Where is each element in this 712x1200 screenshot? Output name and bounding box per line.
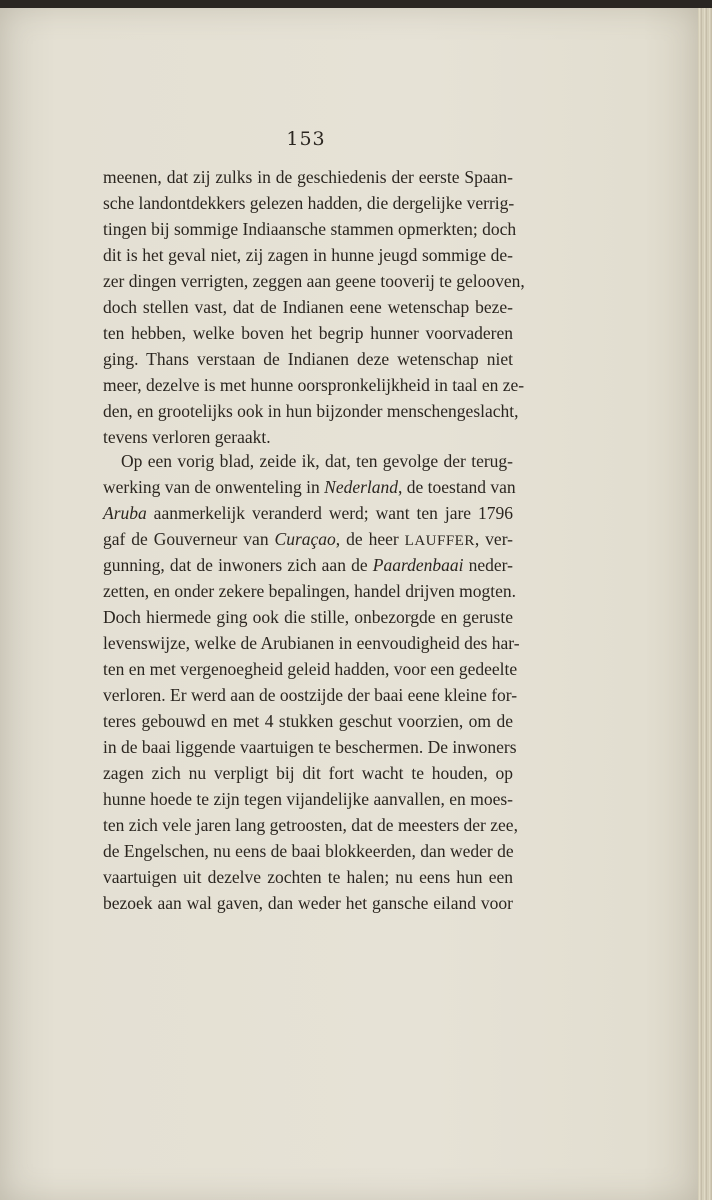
text-line: ging. Thans verstaan de Indianen deze wetenschap niet [103,349,513,369]
text-line: ten zich vele jaren lang getroosten, dat de meesters der zee, [103,815,518,835]
text-line: de Engelschen, nu eens de baai blokkeerden, dan weder de [103,841,514,861]
text-run: gunning, dat de inwoners zich aan de [103,555,373,575]
text-line [103,474,516,500]
paragraph-2 [103,448,520,916]
place-name-nederland: Nederland [324,477,399,497]
paragraph-1 [103,164,525,450]
text-line: bezoek aan wal gaven, dan weder het gansche eiland voor [103,893,513,913]
person-name-lauffer: LAUFFER [404,533,475,549]
text-line: levenswijze, welke de Arubianen in eenvoudigheid des har- [103,633,520,653]
text-run: , de toestand van [398,477,516,497]
text-line: ten en met vergenoegheid geleid hadden, voor een gedeelte [103,659,518,679]
text-line: sche landontdekkers gelezen hadden, die dergelijke verrig- [103,193,515,213]
text-run: , ver- [474,529,513,549]
text-line: tevens verloren geraakt. [103,427,271,447]
text-line: ten hebben, welke boven het begrip hunner voorvaderen [103,323,513,343]
book-page [0,8,700,1200]
place-name-aruba: Aruba [103,503,147,523]
text-run: , de heer [335,529,405,549]
text-line: doch stellen vast, dat de Indianen eene wetenschap beze- [103,297,513,317]
text-line: verloren. Er werd aan de oostzijde der baai eene kleine for- [103,685,518,705]
page-edge [698,8,712,1200]
page-number: 153 [286,128,326,150]
text-line: zer dingen verrigten, zeggen aan geene tooverij te gelooven, [103,271,525,291]
place-name-paardenbaai: Paardenbaai [372,555,464,575]
text-line: teres gebouwd en met 4 stukken geschut voorzien, om de [103,711,513,731]
text-run: gaf de Gouverneur van [103,529,275,549]
text-line: vaartuigen uit dezelve zochten te halen; nu eens hun een [103,867,513,887]
text-line: tingen bij sommige Indiaansche stammen opmerkten; doch [103,219,517,239]
text-run: aanmerkelijk veranderd werd; want ten jare 1796 [146,503,513,523]
text-run: werking van de onwenteling in [103,477,325,497]
text-line: Doch hiermede ging ook die stille, onbezorgde en geruste [103,607,513,627]
text-line: meenen, dat zij zulks in de geschiedenis der eerste Spaan- [103,167,513,187]
text-line [103,500,513,526]
text-line: in de baai liggende vaartuigen te beschermen. De inwoners [103,737,517,757]
text-line: den, en grootelijks ook in hun bijzonder menschengeslacht, [103,401,519,421]
text-line: zetten, en onder zekere bepalingen, handel drijven mogten. [103,581,517,601]
text-run: neder- [463,555,513,575]
text-line: hunne hoede te zijn tegen vijandelijke aanvallen, en moes- [103,789,513,809]
text-line: Op een vorig blad, zeide ik, dat, ten gevolge der terug- [121,451,513,471]
text-line [103,552,513,578]
text-line: zagen zich nu verpligt bij dit fort wacht te houden, op [103,763,513,783]
text-line: meer, dezelve is met hunne oorspronkelijkheid in taal en ze- [103,375,525,395]
place-name-curacao: Curaçao [274,529,336,549]
text-line: dit is het geval niet, zij zagen in hunne jeugd sommige de- [103,245,513,265]
text-line [103,526,513,552]
